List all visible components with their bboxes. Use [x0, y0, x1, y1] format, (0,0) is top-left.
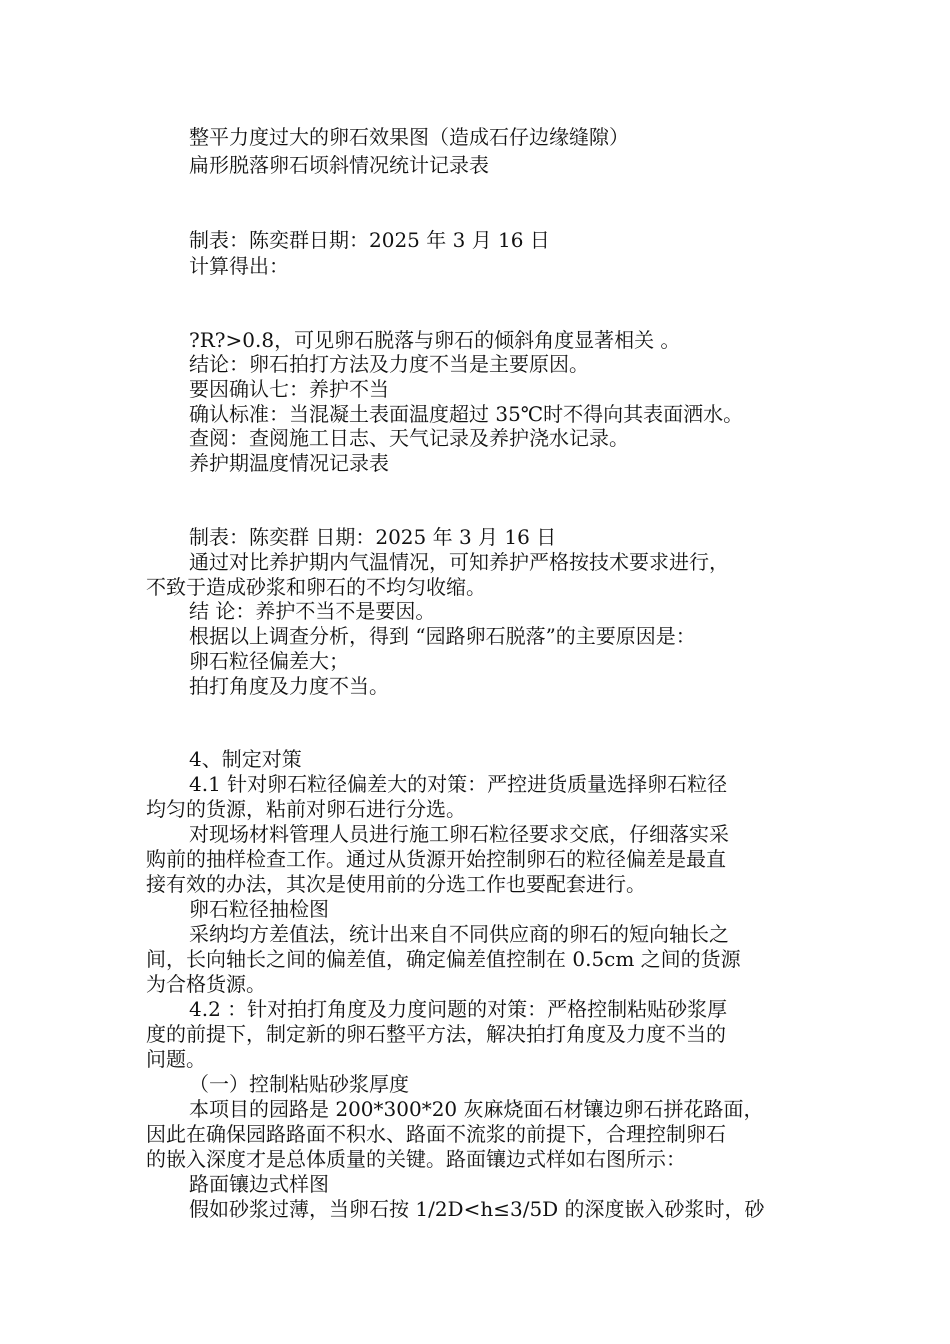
text-line: （一）控制粘贴砂浆厚度	[189, 1072, 409, 1096]
text-line: 通过对比养护期内气温情况，可知养护严格按技术要求进行，	[189, 550, 729, 574]
text-line: 不致于造成砂浆和卵石的不均匀收缩。	[146, 575, 486, 599]
text-line: 购前的抽样检查工作。通过从货源开始控制卵石的粒径偏差是最直	[146, 847, 726, 871]
text-line: 路面镶边式样图	[189, 1172, 329, 1196]
text-line: ?R?>0.8，可见卵石脱落与卵石的倾斜角度显著相关 。	[189, 328, 681, 352]
text-line: 查阅：查阅施工日志、天气记录及养护浇水记录。	[189, 426, 629, 450]
text-line: 对现场材料管理人员进行施工卵石粒径要求交底，仔细落实采	[189, 822, 729, 846]
text-line: 根据以上调查分析，得到 “园路卵石脱落”的主要原因是：	[189, 624, 696, 648]
text-line: 本项目的园路是 200*300*20 灰麻烧面石材镶边卵石拼花路面，	[189, 1097, 764, 1121]
text-line: 拍打角度及力度不当。	[189, 674, 389, 698]
text-line: 均匀的货源，粘前对卵石进行分选。	[146, 797, 466, 821]
text-line: 结 论：养护不当不是要因。	[189, 599, 436, 623]
text-line: 假如砂浆过薄，当卵石按 1/2D<h≤3/5D 的深度嵌入砂浆时，砂	[189, 1197, 765, 1221]
text-line: 问题。	[146, 1047, 206, 1071]
text-line: 度的前提下，制定新的卵石整平方法，解决拍打角度及力度不当的	[146, 1022, 726, 1046]
text-line: 间，长向轴长之间的偏差值，确定偏差值控制在 0.5cm 之间的货源	[146, 947, 741, 971]
text-line: 制表：陈奕群日期：2025 年 3 月 16 日	[189, 228, 550, 252]
text-line: 卵石粒径偏差大；	[189, 649, 349, 673]
text-line: 4.2 ：针对拍打角度及力度问题的对策：严格控制粘贴砂浆厚	[189, 997, 728, 1021]
text-line: 扁形脱落卵石顷斜情况统计记录表	[189, 153, 489, 177]
text-line: 结论：卵石拍打方法及力度不当是主要原因。	[189, 352, 589, 376]
text-line: 确认标准：当混凝土表面温度超过 35℃时不得向其表面洒水。	[189, 402, 744, 426]
text-line: 因此在确保园路路面不积水、路面不流浆的前提下，合理控制卵石	[146, 1122, 726, 1146]
section-heading: 4、制定对策	[189, 747, 302, 771]
text-line: 制表：陈奕群 日期：2025 年 3 月 16 日	[189, 525, 557, 549]
text-line: 的嵌入深度才是总体质量的关键。路面镶边式样如右图所示：	[146, 1147, 686, 1171]
text-line: 采纳均方差值法，统计出来自不同供应商的卵石的短向轴长之	[189, 922, 729, 946]
text-line: 4.1 针对卵石粒径偏差大的对策：严控进货质量选择卵石粒径	[189, 772, 728, 796]
text-line: 接有效的办法，其次是使用前的分选工作也要配套进行。	[146, 872, 646, 896]
text-line: 计算得出：	[189, 254, 289, 278]
text-line: 养护期温度情况记录表	[189, 451, 389, 475]
text-line: 整平力度过大的卵石效果图（造成石仔边缘缝隙）	[189, 125, 629, 149]
text-line: 要因确认七：养护不当	[189, 377, 389, 401]
text-line: 为合格货源。	[146, 972, 266, 996]
text-line: 卵石粒径抽检图	[189, 897, 329, 921]
